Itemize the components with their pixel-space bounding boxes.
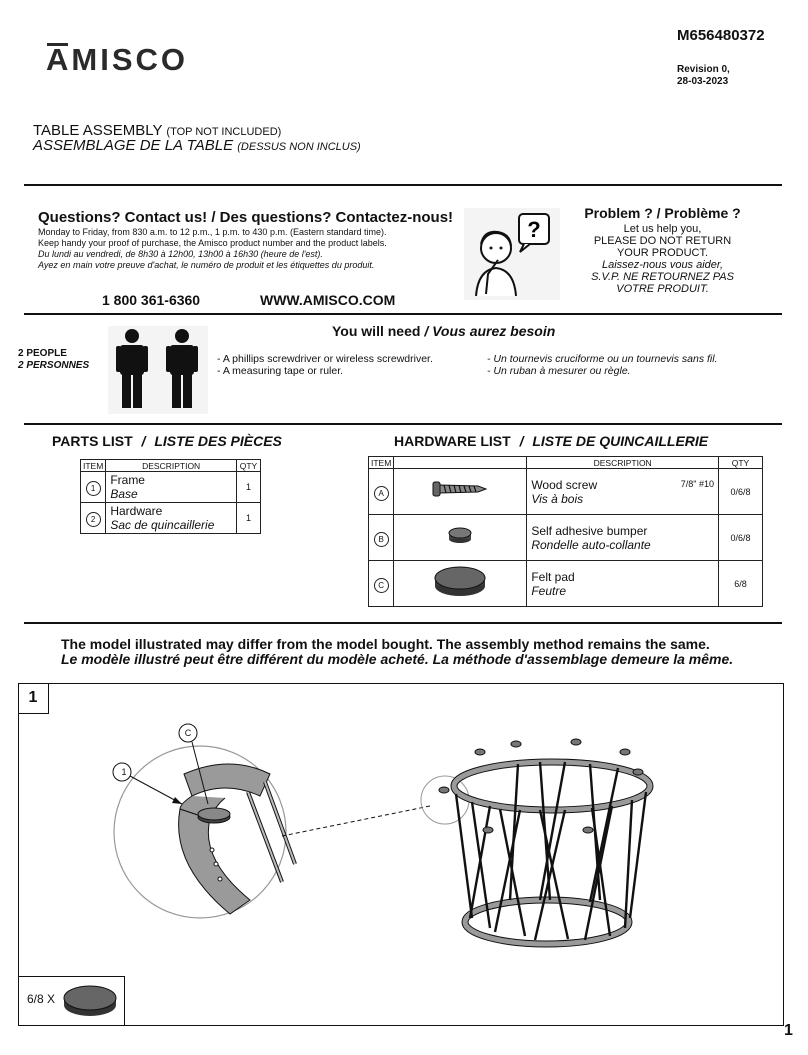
tool-screwdriver: - A phillips screwdriver or wireless screwdriver. xyxy=(217,353,433,365)
parts-list-title-en: PARTS LIST xyxy=(52,433,133,449)
website-link[interactable]: WWW.AMISCO.COM xyxy=(260,292,396,308)
hardware-qty: 0/6/8 xyxy=(719,515,763,561)
column-header: QTY xyxy=(719,457,763,469)
hardware-list-title-separator: / xyxy=(519,433,524,449)
part-qty: 1 xyxy=(237,472,261,503)
part-name-fr: Sac de quincaillerie xyxy=(110,518,215,532)
model-notice-fr: Le modèle illustré peut être différent du modèle acheté. La méthode d'assemblage demeure la même. xyxy=(61,651,734,667)
page-title-fr xyxy=(33,137,361,154)
step-number: 1 xyxy=(18,683,49,714)
hardware-name-fr: Vis à bois xyxy=(531,491,584,506)
parts-list-title-separator: / xyxy=(141,433,146,449)
hardware-qty: 6/8 xyxy=(719,561,763,607)
bumper-icon xyxy=(445,525,475,545)
hardware-name: Self adhesive bumper xyxy=(531,523,648,538)
table-row xyxy=(81,472,261,503)
problem-line: PLEASE DO NOT RETURN xyxy=(593,235,732,247)
title-fr: ASSEMBLAGE DE LA TABLE xyxy=(33,137,234,154)
part-name: Hardware xyxy=(110,504,163,518)
divider xyxy=(24,622,782,624)
table-row xyxy=(369,515,763,561)
item-marker: A xyxy=(374,486,389,501)
item-marker: 2 xyxy=(86,512,101,527)
tool-screwdriver-fr: - Un tournevis cruciforme ou un tournevis sans fil. xyxy=(487,353,718,365)
callout-hardware-label: C xyxy=(184,728,192,738)
hardware-name: Wood screw xyxy=(531,477,598,492)
table-row xyxy=(369,561,763,607)
tool-measuring-tape: - A measuring tape or ruler. xyxy=(217,365,344,377)
part-name: Frame xyxy=(110,473,145,487)
phone-number[interactable]: 1 800 361-6360 xyxy=(102,292,201,308)
revision-label: Revision 0, xyxy=(677,64,730,75)
part-name-fr: Base xyxy=(110,487,138,501)
requirements-heading-en: You will need xyxy=(332,323,421,339)
hardware-list-title-en: HARDWARE LIST xyxy=(394,433,511,449)
felt-pad-icon xyxy=(433,564,487,598)
table-row xyxy=(369,469,763,515)
parts-list-title-fr: LISTE DES PIÈCES xyxy=(154,433,282,449)
wood-screw-icon xyxy=(430,479,490,499)
people-en: 2 PEOPLE xyxy=(18,348,67,359)
parts-list-title xyxy=(52,433,282,449)
two-people-icon xyxy=(108,326,208,414)
column-header: QTY xyxy=(237,460,261,472)
divider xyxy=(24,184,782,186)
document-number: M656480372 xyxy=(677,27,765,44)
contact-heading: Questions? Contact us! / Des questions? Contactez-nous! xyxy=(38,209,454,226)
amisco-logo: AMISCO xyxy=(46,42,188,77)
assembly-illustration xyxy=(20,714,780,976)
divider xyxy=(24,313,782,315)
contact-hours: Monday to Friday, from 830 a.m. to 12 p.m., 1 p.m. to 430 p.m. (Eastern standard time). xyxy=(38,227,387,237)
title-en: TABLE ASSEMBLY xyxy=(33,122,163,139)
tool-measuring-tape-fr: - Un ruban à mesurer ou règle. xyxy=(487,365,631,377)
column-header: DESCRIPTION xyxy=(527,457,719,469)
hardware-list-title-fr: LISTE DE QUINCAILLERIE xyxy=(532,433,709,449)
problem-heading: Problem ? / Problème ? xyxy=(584,205,741,221)
problem-block xyxy=(560,205,765,295)
requirements-heading xyxy=(332,323,555,339)
hardware-table xyxy=(368,456,763,607)
requirements-heading-fr: / Vous aurez besoin xyxy=(424,323,556,339)
divider xyxy=(24,423,782,425)
title-fr-note: (DESSUS NON INCLUS) xyxy=(237,141,361,153)
item-marker: B xyxy=(374,532,389,547)
thinking-person-icon xyxy=(464,208,560,300)
svg-text:?: ? xyxy=(527,217,541,242)
page-number: 1 xyxy=(784,1022,793,1039)
problem-line: S.V.P. NE RETOURNEZ PAS xyxy=(591,271,734,283)
problem-line: YOUR PRODUCT. xyxy=(616,247,709,259)
part-qty: 1 xyxy=(237,503,261,534)
hardware-name-fr: Rondelle auto-collante xyxy=(531,537,651,552)
column-header: ITEM xyxy=(81,460,106,472)
column-header: ITEM xyxy=(369,457,394,469)
hardware-qty: 0/6/8 xyxy=(719,469,763,515)
people-fr: 2 PERSONNES xyxy=(18,360,90,371)
people-count xyxy=(18,348,89,372)
felt-pad-icon xyxy=(62,983,118,1019)
quantity-label: 6/8 X xyxy=(27,992,56,1006)
table-row xyxy=(81,503,261,534)
item-marker: C xyxy=(374,578,389,593)
revision-info xyxy=(677,64,730,88)
parts-table xyxy=(80,459,261,534)
revision-date: 28-03-2023 xyxy=(677,76,729,87)
callout-part-label: 1 xyxy=(121,767,127,777)
problem-line: Let us help you, xyxy=(623,223,702,235)
contact-proof: Keep handy your proof of purchase, the Amisco product number and the product labels. xyxy=(38,238,387,248)
model-notice-en: The model illustrated may differ from the model bought. The assembly method remains the same. xyxy=(61,636,710,652)
contact-hours-fr: Du lundi au vendredi, de 8h30 à 12h00, 13h00 à 16h30 (heure de l'est). xyxy=(38,249,323,259)
hardware-spec: 7/8" #10 xyxy=(680,479,714,489)
hardware-list-title xyxy=(394,433,708,449)
hardware-name: Felt pad xyxy=(531,569,575,584)
title-en-note: (TOP NOT INCLUDED) xyxy=(166,126,282,138)
problem-line: VOTRE PRODUIT. xyxy=(616,283,709,295)
hardware-name-fr: Feutre xyxy=(531,583,566,598)
problem-line: Laissez-nous vous aider, xyxy=(601,259,724,271)
column-header: DESCRIPTION xyxy=(106,460,237,472)
contact-proof-fr: Ayez en main votre preuve d'achat, le numéro de produit et les étiquettes du produit. xyxy=(38,260,375,270)
item-marker: 1 xyxy=(86,481,101,496)
